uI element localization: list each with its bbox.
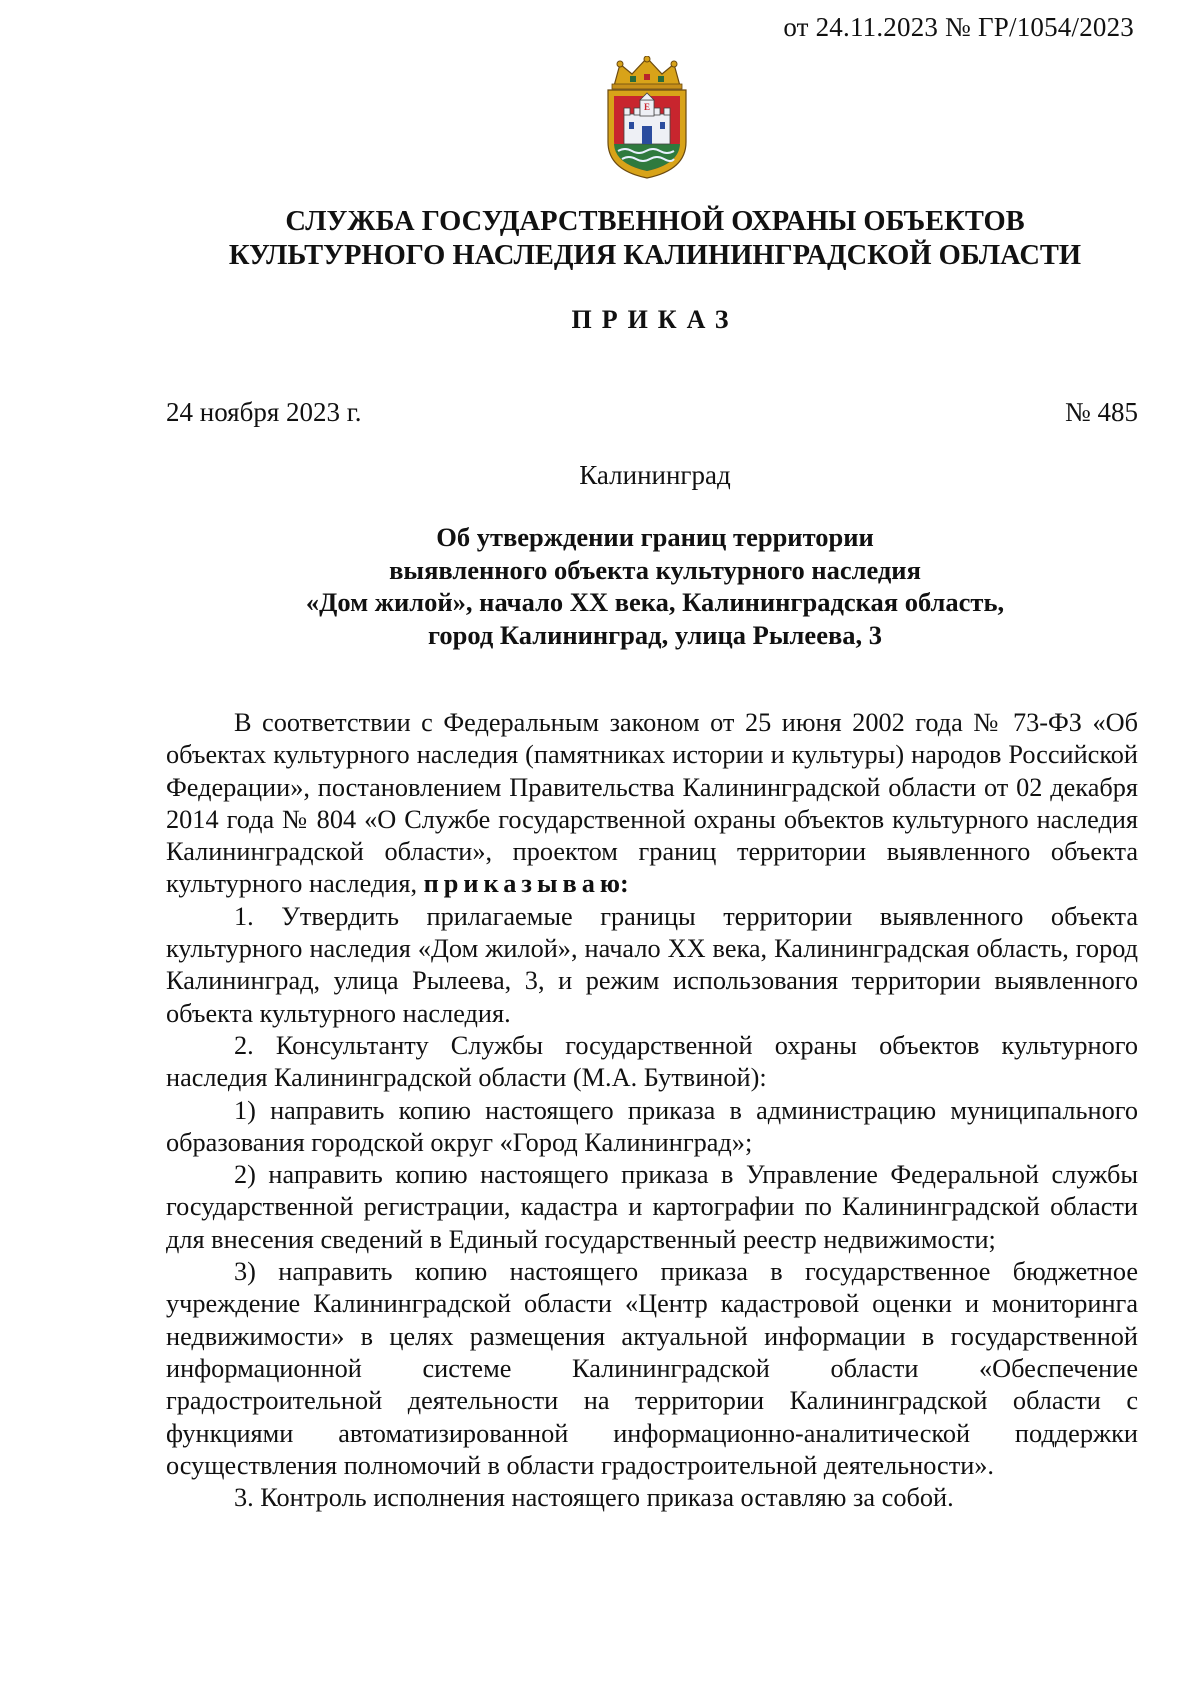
order-word: приказыва (423, 869, 600, 899)
document-date: 24 ноября 2023 г. (166, 397, 362, 427)
document-place: Калининград (579, 460, 731, 490)
document-subject (0, 521, 1200, 651)
document-type: ПРИКАЗ (571, 305, 739, 334)
subject-line: Об утверждении границ территории (436, 522, 874, 552)
order-subitem: 2) направить копию настоящего приказа в Управление Федеральной службы государственной регистрации, кадастра и картографии по Калининградской области для внесения сведений в Единый государственный реестр недвижимости; (166, 1160, 1138, 1254)
agency-title-line: СЛУЖБА ГОСУДАРСТВЕННОЙ ОХРАНЫ ОБЪЕКТОВ (285, 206, 1025, 237)
agency-title (0, 205, 1200, 273)
subject-line: «Дом жилой», начало XX века, Калининградская область, (305, 587, 1005, 617)
order-subitem: 1) направить копию настоящего приказа в администрацию муниципального образования городской округ «Город Калининград»; (166, 1095, 1138, 1157)
document-body (166, 707, 1138, 1514)
order-item: 1. Утвердить прилагаемые границы территории выявленного объекта культурного наследия «Дом жилой», начало XX века, Калининградская область, город Калининград, улица Рылеева, 3, и режим использования территории выявленного объекта культурного наследия. (166, 901, 1138, 1028)
subject-line: выявленного объекта культурного наследия (389, 554, 921, 585)
svg-text:Е: Е (643, 102, 651, 112)
document-number: № 485 (1064, 397, 1138, 427)
order-item: 3. Контроль исполнения настоящего приказа оставляю за собой. (234, 1483, 954, 1513)
registration-reference: от 24.11.2023 № ГР/1054/2023 (783, 12, 1134, 42)
order-word-end: ю: (599, 869, 629, 899)
subject-line: город Калининград, улица Рылеева, 3 (427, 619, 883, 650)
kaliningrad-coat-of-arms-icon (600, 56, 694, 181)
order-subitem: 3) направить копию настоящего приказа в государственное бюджетное учреждение Калининградской области «Центр кадастровой оценки и мониторинга недвижимости» в целях размещения актуальной информации в государственной информационной системе Калининградской области «Обеспечение градостроительной деятельности на территории Калининградской области с функциями автоматизированной информационно-аналитической поддержки осуществления полномочий в области градостроительной деятельности». (166, 1257, 1138, 1480)
preamble-text: В соответствии с Федеральным законом от 25 июня 2002 года № 73-ФЗ «Об объектах культурного наследия (памятниках истории и культуры) народов Российской Федерации», постановлением Правительства Калининградской области от 02 декабря 2014 года № 804 «О Службе государственной охраны объектов культурного наследия Калининградской области», проектом границ территории выявленного объекта культурного наследия, (166, 708, 1138, 899)
order-item: 2. Консультанту Службы государственной охраны объектов культурного наследия Калининградской области (М.А. Бутвиной): (166, 1030, 1138, 1093)
agency-title-line: КУЛЬТУРНОГО НАСЛЕДИЯ КАЛИНИНГРАДСКОЙ ОБЛАСТИ (228, 240, 1082, 271)
preamble-paragraph (166, 707, 1138, 901)
